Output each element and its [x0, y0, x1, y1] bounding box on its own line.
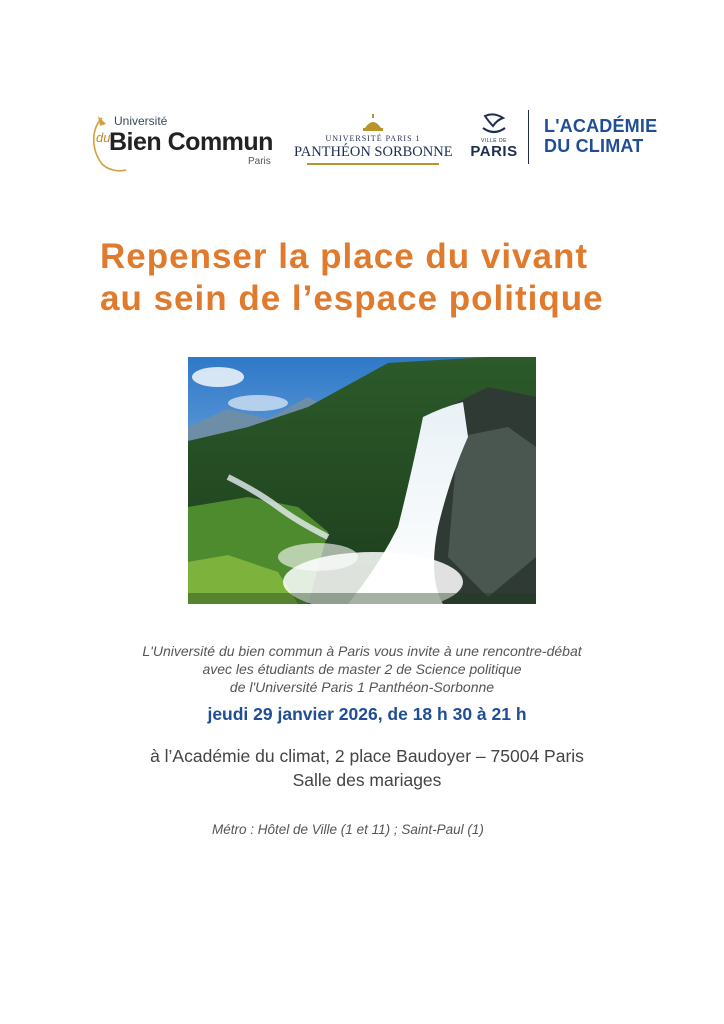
academie-line-1: L'ACADÉMIE [544, 116, 658, 136]
event-location [0, 744, 724, 792]
sorbonne-underline [307, 163, 439, 165]
location-line-2: Salle des mariages [292, 770, 442, 790]
logo-academie-du-climat [544, 116, 658, 164]
location-line-1: à l’Académie du climat, 2 place Baudoyer – 75004 Paris [150, 746, 584, 766]
logo-bar [88, 108, 658, 172]
logo-divider [528, 110, 529, 164]
event-date: jeudi 29 janvier 2026, de 18 h 30 à 21 h [207, 704, 527, 724]
waterfall-photo [188, 357, 536, 604]
ubc-top-text: Université [114, 114, 168, 128]
title-line-1: Repenser la place du vivant [100, 237, 589, 276]
paris-small-text: VILLE DE [481, 138, 507, 144]
invite-line-1: L'Université du bien commun à Paris vous invite à une rencontre-débat [142, 643, 582, 659]
logo-universite-bien-commun [88, 110, 280, 172]
page-title [100, 236, 680, 320]
title-line-2: au sein de l’espace politique [100, 279, 604, 318]
logo-ville-de-paris [468, 112, 520, 172]
ubc-main-text: Bien Commun [109, 128, 273, 156]
sorbonne-main-text: PANTHÉON SORBONNE [294, 144, 453, 160]
waterfall-image [188, 357, 536, 604]
invitation-text [0, 642, 724, 696]
invite-line-3: de l'Université Paris 1 Panthéon-Sorbonne [229, 679, 495, 695]
ubc-du-text: du [96, 130, 111, 145]
paris-ship-icon [479, 112, 509, 138]
logo-pantheon-sorbonne [294, 114, 452, 172]
ubc-city-text: Paris [248, 156, 271, 167]
academie-line-2: DU CLIMAT [544, 136, 644, 156]
paris-main-text: PARIS [470, 143, 518, 160]
dome-icon [361, 114, 385, 132]
invite-line-2: avec les étudiants de master 2 de Science politique [202, 661, 522, 677]
sorbonne-top-text: UNIVERSITÉ PARIS 1 [325, 134, 421, 143]
metro-info: Métro : Hôtel de Ville (1 et 11) ; Saint-Paul (1) [212, 822, 484, 837]
